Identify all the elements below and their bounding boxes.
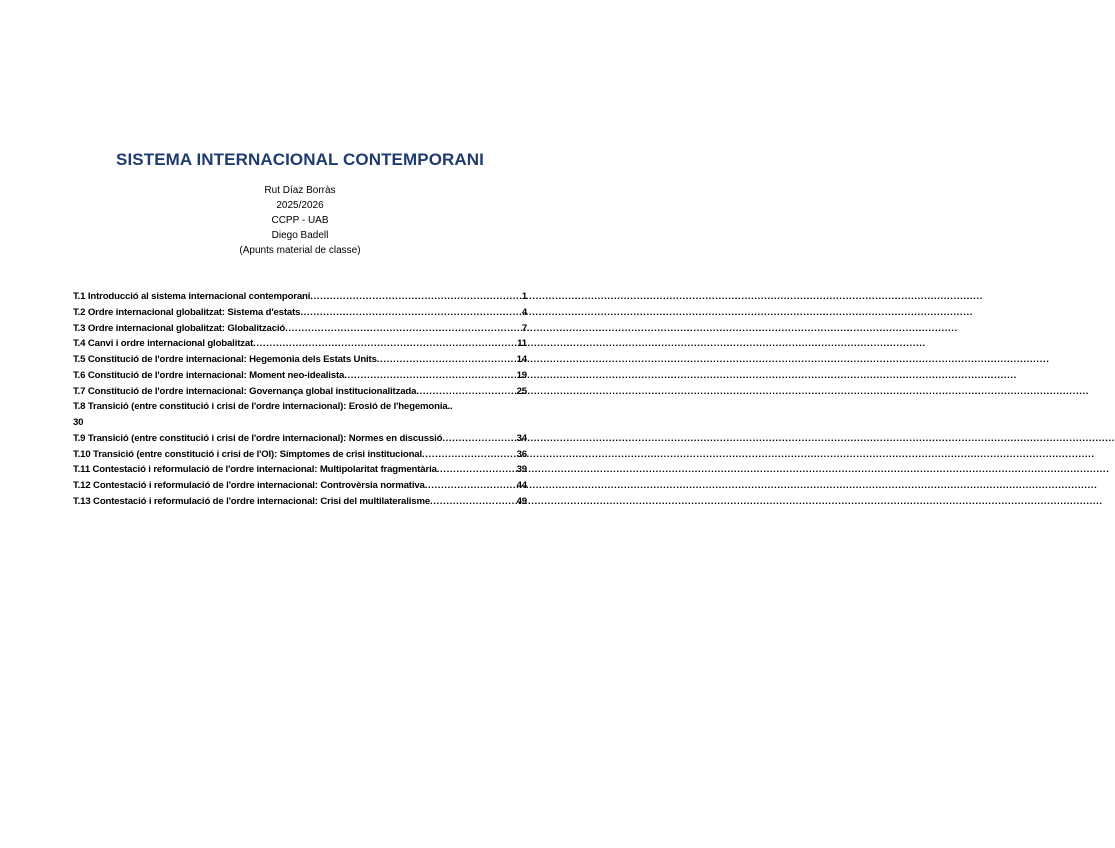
toc-leader-dots — [430, 494, 516, 510]
toc-leader-dots — [437, 462, 516, 478]
toc-leader-dots — [285, 321, 521, 337]
toc-leader-dots — [253, 336, 516, 352]
toc-entry[interactable] — [73, 447, 527, 463]
toc-leader-dots — [377, 352, 516, 368]
toc-entry-label: T.10 Transició (entre constitució i crisi de l'OI): Símptomes de crisi institucional — [73, 448, 423, 460]
toc-entry[interactable] — [73, 494, 527, 510]
toc-entry-page: 39 — [516, 464, 527, 476]
toc-entry-label: T.13 Contestació i reformulació de l'ordre internacional: Crisi del multilateralisme — [73, 495, 431, 507]
toc-entry-label: T.8 Transició (entre constitució i crisi de l'ordre internacional): Erosió de l'hegemonia.. — [73, 401, 453, 413]
toc-entry-label: T.2 Ordre internacional globalitzat: Sistema d'estats — [73, 306, 301, 318]
toc-entry-label: T.6 Constitució de l'ordre internacional: Moment neo-idealista — [73, 369, 345, 381]
document-title: SISTEMA INTERNACIONAL CONTEMPORANI — [116, 150, 484, 169]
document-meta — [0, 183, 600, 258]
toc-entry-page: 1 — [521, 291, 527, 302]
toc-entry-page: 44 — [516, 480, 527, 491]
toc-entry[interactable] — [73, 368, 527, 384]
toc-leader-dots — [442, 431, 515, 447]
toc-entry-page: 34 — [516, 432, 527, 444]
toc-leader-dots — [422, 447, 516, 463]
toc-entry-label: T.11 Contestació i reformulació de l'ordre internacional: Multipolaritat fragmentària — [73, 464, 437, 476]
toc-leader-dots — [425, 478, 516, 494]
toc-entry-page: 36 — [516, 448, 527, 460]
toc-leader-dots — [300, 305, 521, 321]
document-note: (Apunts material de classe) — [239, 245, 361, 256]
toc-entry[interactable] — [73, 305, 527, 321]
toc-entry[interactable] — [73, 384, 527, 400]
author-name: Rut Díaz Borràs — [264, 185, 336, 196]
toc-entry-page: 14 — [516, 354, 527, 365]
toc-entry-page: 30 — [73, 417, 84, 428]
toc-entry[interactable] — [73, 289, 527, 305]
toc-entry-label: T.1 Introducció al sistema internacional contemporani — [73, 291, 311, 302]
toc-entry[interactable] — [73, 352, 527, 368]
toc-entry[interactable] — [73, 478, 527, 494]
toc-leader-dots — [344, 368, 515, 384]
toc-entry-page: 11 — [517, 338, 527, 350]
toc-entry-label: T.4 Canvi i ordre internacional globalitzat — [73, 338, 254, 350]
toc-entry-page: 7 — [521, 322, 527, 334]
toc-entry-label: T.5 Constitució de l'ordre internacional: Hegemonia dels Estats Units — [73, 354, 377, 365]
toc-entry[interactable] — [73, 336, 527, 352]
table-of-contents — [73, 289, 527, 510]
toc-entry-page: 19 — [516, 369, 527, 381]
toc-entry-label: T.12 Contestació i reformulació de l'ordre internacional: Controvèrsia normativa — [73, 480, 425, 491]
toc-entry-label: T.9 Transició (entre constitució i crisi de l'ordre internacional): Normes en discussió — [73, 432, 443, 444]
toc-entry-page: 4 — [521, 306, 527, 318]
toc-entry[interactable] — [73, 399, 527, 431]
toc-leader-dots — [416, 384, 515, 400]
institution: CCPP - UAB — [271, 215, 329, 226]
toc-entry[interactable] — [73, 321, 527, 337]
toc-entry[interactable] — [73, 462, 527, 478]
academic-year: 2025/2026 — [276, 200, 324, 211]
toc-leader-dots — [310, 289, 521, 305]
toc-entry-label: T.3 Ordre internacional globalitzat: Globalització — [73, 322, 286, 334]
toc-entry-page: 49 — [516, 495, 527, 507]
professor-name: Diego Badell — [271, 230, 329, 241]
toc-entry-page: 25 — [516, 385, 527, 397]
toc-entry-label: T.7 Constitució de l'ordre internacional: Governança global institucionalitzada — [73, 385, 417, 397]
toc-entry[interactable] — [73, 431, 527, 447]
